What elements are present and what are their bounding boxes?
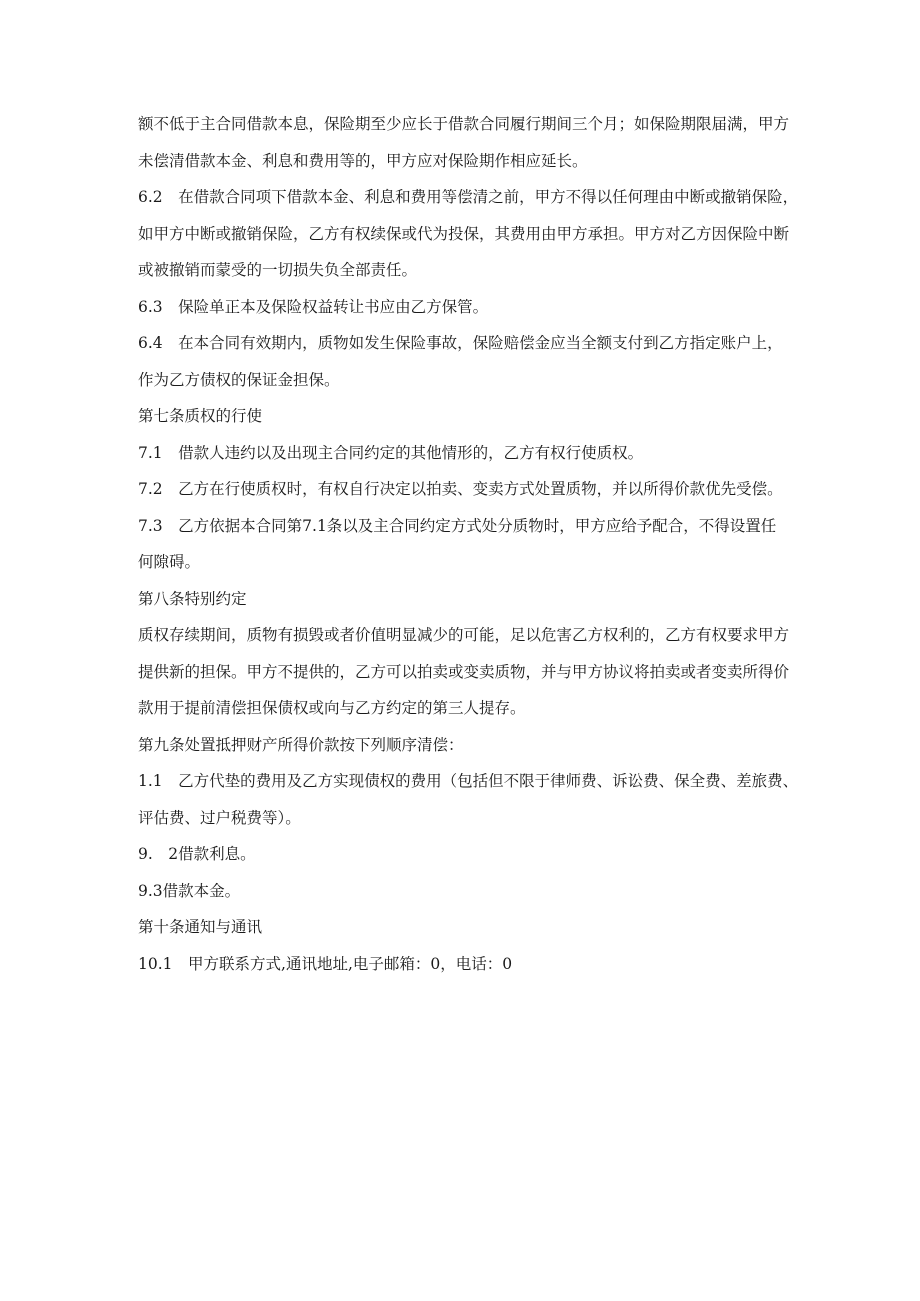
document-body bbox=[138, 106, 803, 982]
clause-6-2: 6.2 在借款合同项下借款本金、利息和费用等偿清之前，甲方不得以任何理由中断或撤销保险， bbox=[138, 188, 799, 206]
clause-9-1: 1.1 乙方代垫的费用及乙方实现债权的费用（包括但不限于律师费、诉讼费、保全费、差旅费、 bbox=[138, 772, 799, 790]
clause-6-4: 6.4 在本合同有效期内，质物如发生保险事故，保险赔偿金应当全额支付到乙方指定账户上， bbox=[138, 334, 783, 352]
text-line: 质权存续期间，质物有损毁或者价值明显减少的可能，足以危害乙方权利的，乙方有权要求甲方 bbox=[138, 626, 790, 644]
text-line: 未偿清借款本金、利息和费用等的，甲方应对保险期作相应延长。 bbox=[138, 151, 588, 170]
clause-9-2: 9. 2借款利息。 bbox=[138, 845, 256, 863]
clause-7-2: 7.2 乙方在行使质权时，有权自行决定以拍卖、变卖方式处置质物，并以所得价款优先受偿。 bbox=[138, 480, 783, 498]
article-10-heading: 第十条通知与通讯 bbox=[138, 918, 263, 936]
clause-7-3: 7.3 乙方依据本合同第7.1条以及主合同约定方式处分质物时，甲方应给予配合，不得设置任 bbox=[138, 516, 777, 535]
text-line: 评估费、过户税费等）。 bbox=[138, 808, 301, 827]
text-line: 提供新的担保。甲方不提供的，乙方可以拍卖或变卖质物，并与甲方协议将拍卖或者变卖所得价 bbox=[138, 662, 790, 681]
text-line: 额不低于主合同借款本息，保险期至少应长于借款合同履行期间三个月；如保险期限届满，甲方 bbox=[138, 115, 790, 133]
text-line: 款用于提前清偿担保债权或向与乙方约定的第三人提存。 bbox=[138, 699, 526, 717]
text-line: 作为乙方债权的保证金担保。 bbox=[138, 370, 340, 389]
clause-9-3: 9.3借款本金。 bbox=[138, 881, 241, 900]
clause-6-3: 6.3 保险单正本及保险权益转让书应由乙方保管。 bbox=[138, 297, 489, 316]
article-8-heading: 第八条特别约定 bbox=[138, 589, 247, 608]
clause-7-1: 7.1 借款人违约以及出现主合同约定的其他情形的，乙方有权行使质权。 bbox=[138, 443, 644, 462]
text-line: 如甲方中断或撤销保险，乙方有权续保或代为投保，其费用由甲方承担。甲方对乙方因保险中断 bbox=[138, 224, 790, 243]
text-line: 何隙碍。 bbox=[138, 553, 201, 571]
clause-10-1: 10.1 甲方联系方式,通讯地址,电子邮箱：0，电话：0 bbox=[138, 954, 513, 973]
text-line: 或被撤销而蒙受的一切损失负全部责任。 bbox=[138, 261, 418, 279]
article-9-heading: 第九条处置抵押财产所得价款按下列顺序清偿： bbox=[138, 735, 464, 754]
article-7-heading: 第七条质权的行使 bbox=[138, 407, 263, 425]
